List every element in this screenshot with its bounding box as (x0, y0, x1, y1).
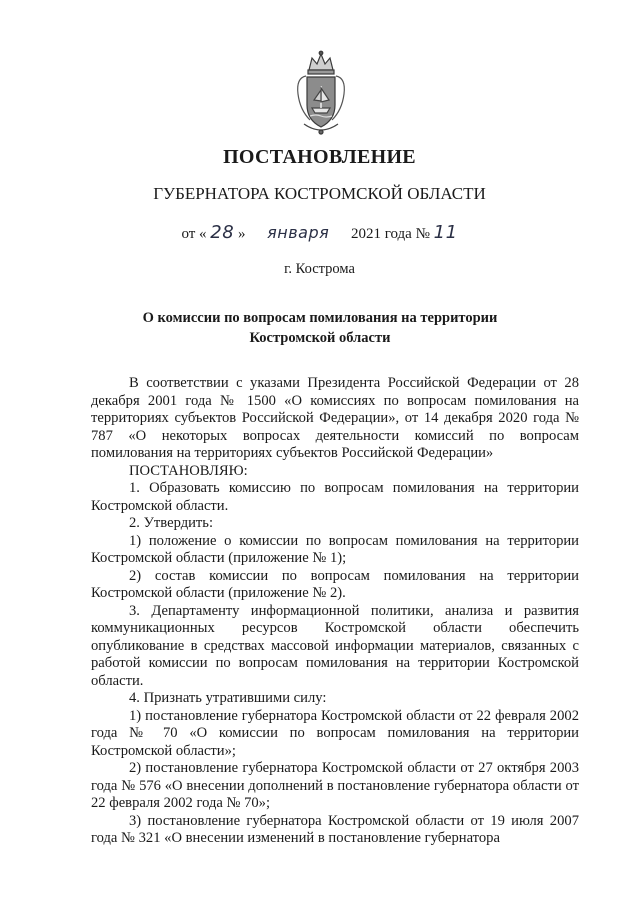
kostroma-coat-of-arms-icon (292, 50, 350, 136)
paragraph: В соответствии с указами Президента Российской Федерации от 28 декабря 2001 года № 1500 «О комиссиях по вопросам помилования на территориях субъектов Российской Федерации», от 14 декабря 2020 года № 787 «О некоторых вопросах деятельности комиссий по вопросам помилования на территориях субъектов Российской Федерации» (91, 375, 579, 461)
heading-line-1: О комиссии по вопросам помилования на территории (142, 310, 498, 326)
paragraph: 1) положение о комиссии по вопросам помилования на территории Костромской области (приложение № 1); (91, 532, 579, 566)
paragraph: 1. Образовать комиссию по вопросам помилования на территории Костромской области. (91, 480, 579, 514)
paragraph: 3. Департаменту информационной политики, анализа и развития коммуникационных ресурсов Костромской области обеспечить опубликование в средствах массовой информации материалов, связанных с работой комиссии по вопросам помилования на территории Костромской области. (91, 602, 579, 689)
city-name: г. Кострома (284, 261, 355, 277)
document-body (91, 375, 579, 848)
paragraph: 3) постановление губернатора Костромской области от 19 июля 2007 года № 321 «О внесении изменений в постановление губернатора (91, 812, 579, 846)
handwritten-month: января (267, 223, 330, 242)
date-day-suffix: » (237, 226, 246, 242)
date-year-text: 2021 года № (350, 226, 430, 242)
paragraph: 2) состав комиссии по вопросам помилования на территории Костромской области (приложение № 2). (91, 567, 579, 601)
paragraph: 2. Утвердить: (129, 515, 214, 531)
paragraph: 2) постановление губернатора Костромской области от 27 октября 2003 года № 576 «О внесении дополнений в постановление губернатора области от 22 февраля 2002 года № 70»; (91, 760, 579, 811)
date-prefix: от « (181, 226, 207, 242)
paragraph: 4. Признать утратившими силу: (129, 690, 327, 706)
paragraph: 1) постановление губернатора Костромской области от 22 февраля 2002 года № 70 «О комиссии по вопросам помилования на территории Костромской области»; (91, 707, 579, 759)
handwritten-number: 11 (433, 222, 458, 243)
document-title: ПОСТАНОВЛЕНИЕ (223, 146, 416, 168)
document-issuer: ГУБЕРНАТОРА КОСТРОМСКОЙ ОБЛАСТИ (153, 184, 486, 203)
document-heading (110, 308, 530, 348)
handwritten-day: 28 (210, 222, 235, 243)
heading-line-2: Костромской области (249, 330, 391, 346)
date-line (0, 222, 639, 243)
paragraph: ПОСТАНОВЛЯЮ: (129, 462, 248, 479)
